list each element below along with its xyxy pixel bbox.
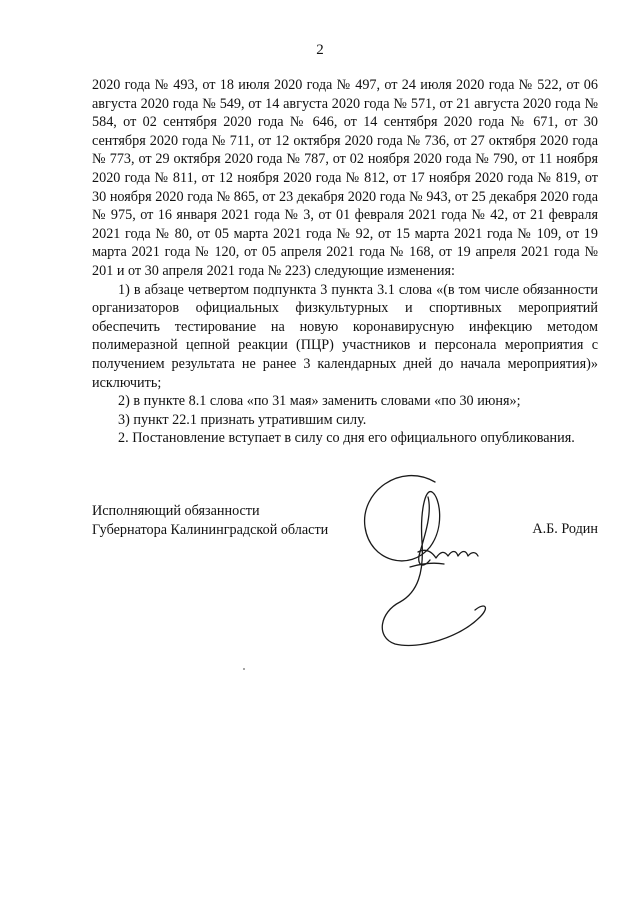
- signature-block: [92, 502, 598, 562]
- signer-title: [92, 502, 372, 539]
- signer-name: А.Б. Родин: [532, 521, 598, 537]
- paragraph-item-2: 2) в пункте 8.1 слова «по 31 мая» заменить словами «по 30 июня»;: [118, 393, 521, 410]
- paragraph-decree-list: 2020 года № 493, от 18 июля 2020 года № 497, от 24 июля 2020 года № 522, от 06 августа 2020 года № 549, от 14 августа 2020 года № 571, от 21 августа 2020 года № 584, от 02 сентября 2020 года № 646, от 14 сентября 2020 года № 671, от 30 сентября 2020 года № 711, от 12 октября 2020 года № 736, от 27 октября 2020 года № 773, от 29 октября 2020 года № 787, от 02 ноября 2020 года № 790, от 11 ноября 2020 года № 811, от 12 ноября 2020 года № 812, от 17 ноября 2020 года № 819, от 30 ноября 2020 года № 865, от 23 декабря 2020 года № 943, от 25 декабря 2020 года № 975, от 16 января 2021 года № 3, от 01 февраля 2021 года № 42, от 21 февраля 2021 года № 80, от 05 марта 2021 года № 92, от 15 марта 2021 года № 109, от 19 марта 2021 года № 120, от 05 апреля 2021 года № 168, от 19 апреля 2021 года № 201 и от 30 апреля 2021 года № 223) следующие изменения:: [92, 77, 598, 279]
- paragraph-effective-date: 2. Постановление вступает в силу со дня его официального опубликования.: [118, 430, 575, 447]
- page-number: 2: [316, 42, 324, 58]
- paragraph-item-3: 3) пункт 22.1 признать утратившим силу.: [118, 411, 367, 428]
- scan-speck: [243, 668, 245, 670]
- paragraph-item-1: 1) в абзаце четвертом подпункта 3 пункта 3.1 слова «(в том числе обязанности организаторов официальных физкультурных и спортивных мероприятий обеспечить тестирование на новую коронавирусную инфекцию методом полимеразной цепной реакции (ПЦР) участников и персонала мероприятия с получением результата не ранее 3 календарных дней до начала мероприятия)» исключить;: [92, 281, 598, 391]
- signer-title-line-1: Исполняющий обязанности: [92, 503, 260, 519]
- signer-title-line-2: Губернатора Калининградской области: [92, 521, 329, 538]
- document-body: [92, 76, 598, 448]
